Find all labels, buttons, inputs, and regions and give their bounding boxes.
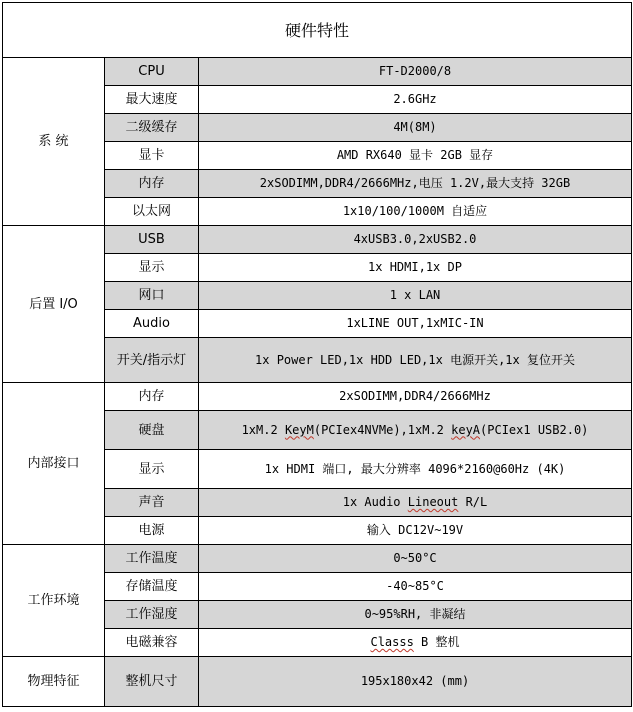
- spec-value: 0~95%RH, 非凝结: [199, 601, 632, 629]
- value-part-flagged: Classs: [370, 635, 414, 649]
- value-part: R/L: [458, 495, 488, 509]
- value-part: 1xM.2: [241, 422, 285, 437]
- spec-key: 显示: [105, 450, 199, 489]
- category-environment: 工作环境: [3, 545, 105, 657]
- spec-value: 2xSODIMM,DDR4/2666MHz,电压 1.2V,最大支持 32GB: [199, 170, 632, 198]
- table-title: 硬件特性: [3, 3, 632, 58]
- spec-value: 1x HDMI,1x DP: [199, 254, 632, 282]
- spec-value: 0~50°C: [199, 545, 632, 573]
- spec-key: 工作温度: [105, 545, 199, 573]
- spec-key: 二级缓存: [105, 114, 199, 142]
- spec-key: 网口: [105, 282, 199, 310]
- spec-key: 硬盘: [105, 411, 199, 450]
- spec-key: USB: [105, 226, 199, 254]
- spec-value: 195x180x42 (mm): [199, 657, 632, 707]
- value-part: 1x Audio: [342, 495, 408, 509]
- value-part-flagged: Lineout: [407, 495, 459, 509]
- spec-key: 工作湿度: [105, 601, 199, 629]
- spec-value: FT-D2000/8: [199, 58, 632, 86]
- spec-key: 显示: [105, 254, 199, 282]
- spec-key: 整机尺寸: [105, 657, 199, 707]
- spec-value: 1x HDMI 端口, 最大分辨率 4096*2160@60Hz (4K): [199, 450, 632, 489]
- spec-key: 内存: [105, 170, 199, 198]
- spec-value: [199, 629, 632, 657]
- category-rear-io: 后置 I/O: [3, 226, 105, 383]
- value-part: (PCIex4NVMe),1xM.2: [313, 422, 452, 437]
- spec-value: [199, 489, 632, 517]
- value-part: B 整机: [413, 635, 460, 649]
- spec-key: 电磁兼容: [105, 629, 199, 657]
- spec-value: 4xUSB3.0,2xUSB2.0: [199, 226, 632, 254]
- spec-key: 电源: [105, 517, 199, 545]
- spec-value: 2xSODIMM,DDR4/2666MHz: [199, 383, 632, 411]
- spec-key: 最大速度: [105, 86, 199, 114]
- spec-value: 1 x LAN: [199, 282, 632, 310]
- category-physical: 物理特征: [3, 657, 105, 707]
- spec-key: 声音: [105, 489, 199, 517]
- value-part-flagged: KeyM: [284, 422, 314, 437]
- spec-value: 1x Power LED,1x HDD LED,1x 电源开关,1x 复位开关: [199, 338, 632, 383]
- spec-value: 1xLINE OUT,1xMIC-IN: [199, 310, 632, 338]
- spec-key: 显卡: [105, 142, 199, 170]
- spec-key: 开关/指示灯: [105, 338, 199, 383]
- spec-value: 2.6GHz: [199, 86, 632, 114]
- spec-value: 1x10/100/1000M 自适应: [199, 198, 632, 226]
- value-part: (PCIex1 USB2.0): [480, 422, 589, 437]
- spec-key: CPU: [105, 58, 199, 86]
- value-part-flagged: keyA: [451, 422, 481, 437]
- category-system: 系 统: [3, 58, 105, 226]
- spec-value: 输入 DC12V~19V: [199, 517, 632, 545]
- spec-value: -40~85°C: [199, 573, 632, 601]
- spec-value: [199, 411, 632, 450]
- category-internal-interfaces: 内部接口: [3, 383, 105, 545]
- spec-key: 以太网: [105, 198, 199, 226]
- spec-value: AMD RX640 显卡 2GB 显存: [199, 142, 632, 170]
- hardware-spec-table: [2, 2, 632, 707]
- spec-key: 存储温度: [105, 573, 199, 601]
- spec-key: Audio: [105, 310, 199, 338]
- spec-key: 内存: [105, 383, 199, 411]
- spec-value: 4M(8M): [199, 114, 632, 142]
